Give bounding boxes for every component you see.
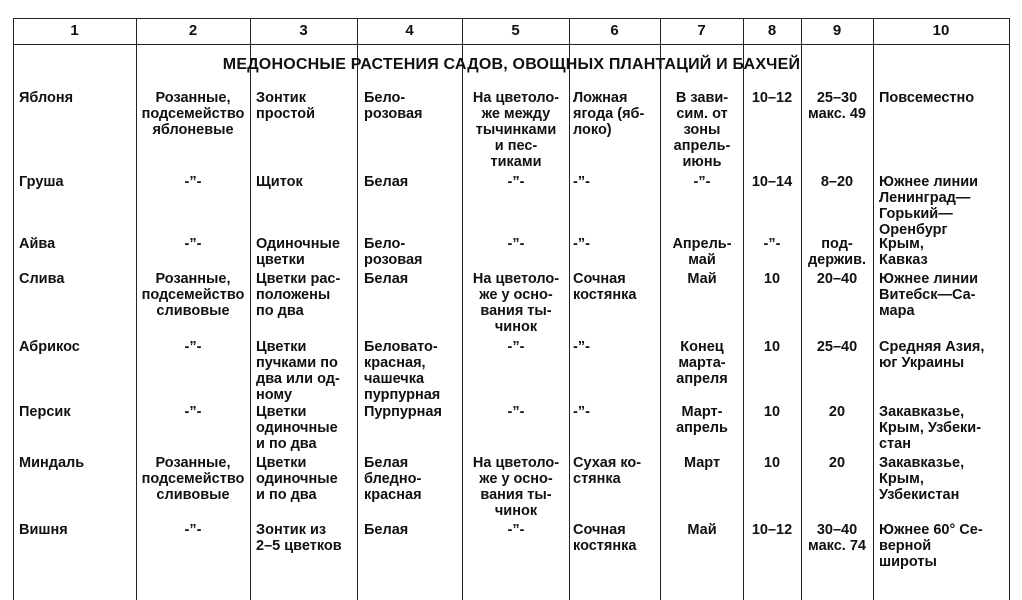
bloom-days-cell: 10 [763,339,781,355]
nectary-location-cell: -”- [507,236,525,252]
distribution-cell: Закавказье, Крым, Узбеки- стан [879,404,982,452]
distribution-cell: Средняя Азия, юг Украины [879,339,985,371]
bloom-period-cell: Май [687,271,717,287]
distribution-cell: Крым, Кавказ [879,236,928,268]
bloom-days-cell: -”- [763,236,781,252]
inflorescence-cell: Цветки одиночные и по два [256,455,338,503]
column-divider [743,18,744,600]
column-divider [13,18,14,600]
inflorescence-cell: Цветки пучками по два или од- ному [256,339,340,403]
bloom-period-cell: Март [683,455,721,471]
column-number: 6 [610,22,619,39]
bloom-period-cell: Апрель- май [672,236,732,268]
bloom-period-cell: Конец марта- апреля [676,339,728,387]
fruit-type-cell: -”- [573,236,590,252]
header-bottom-rule [13,44,1010,45]
flower-color-cell: Белая бледно- красная [364,455,422,503]
plant-name-cell: Персик [19,404,71,420]
nectary-location-cell: -”- [507,522,525,538]
honey-yield-cell: 25–30 макс. 49 [808,90,866,122]
column-number: 8 [767,22,777,39]
honey-yield-cell: 20 [828,455,846,471]
fruit-type-cell: -”- [573,404,590,420]
honey-yield-cell: 20 [828,404,846,420]
column-number: 3 [299,22,308,39]
column-number: 9 [832,22,842,39]
family-cell: -”- [184,404,202,420]
plant-name-cell: Слива [19,271,65,287]
inflorescence-cell: Цветки рас- положены по два [256,271,341,319]
inflorescence-cell: Щиток [256,174,303,190]
nectary-location-cell: На цветоло- же у осно- вания ты- чинок [472,455,560,519]
column-divider [136,18,137,600]
flower-color-cell: Беловато- красная, чашечка пурпурная [364,339,441,403]
family-cell: Розанные, подсемейство сливовые [141,455,245,503]
bloom-days-cell: 10–12 [751,90,793,106]
column-divider [1009,18,1010,600]
nectary-location-cell: -”- [507,174,525,190]
honey-yield-cell: под- держив. [807,236,867,268]
flower-color-cell: Белая [364,271,409,287]
plant-name-cell: Груша [19,174,64,190]
distribution-cell: Южнее 60° Се- верной широты [879,522,983,570]
flower-color-cell: Белая [364,174,409,190]
flower-color-cell: Бело- розовая [364,90,423,122]
column-divider [660,18,661,600]
column-number: 2 [188,22,198,39]
inflorescence-cell: Одиночные цветки [256,236,340,268]
honey-yield-cell: 8–20 [820,174,854,190]
column-number: 7 [697,22,706,39]
fruit-type-cell: Сочная костянка [573,271,637,303]
column-divider [357,18,358,600]
family-cell: -”- [184,522,202,538]
flower-color-cell: Бело- розовая [364,236,423,268]
flower-color-cell: Белая [364,522,409,538]
bloom-days-cell: 10–12 [751,522,793,538]
column-number: 5 [511,22,520,39]
plant-name-cell: Абрикос [19,339,80,355]
column-number: 4 [405,22,414,39]
nectary-location-cell: На цветоло- же у осно- вания ты- чинок [472,271,560,335]
distribution-cell: Южнее линии Ленинград— Горький— Оренбург [879,174,979,238]
fruit-type-cell: Сочная костянка [573,522,637,554]
distribution-cell: Южнее линии Витебск—Са- мара [879,271,979,319]
honey-yield-cell: 25–40 [816,339,858,355]
fruit-type-cell: Ложная ягода (яб- локо) [573,90,645,138]
inflorescence-cell: Цветки одиночные и по два [256,404,338,452]
nectary-location-cell: На цветоло- же между тычинками и пес- тиками [472,90,560,170]
nectary-location-cell: -”- [507,404,525,420]
column-divider [462,18,463,600]
family-cell: Розанные, подсемейство яблоневые [141,90,245,138]
flower-color-cell: Пурпурная [364,404,442,420]
nectary-location-cell: -”- [507,339,525,355]
column-divider [569,18,570,600]
honey-yield-cell: 20–40 [816,271,858,287]
honey-plants-table [13,12,1010,600]
inflorescence-cell: Зонтик простой [256,90,316,122]
bloom-days-cell: 10 [763,455,781,471]
distribution-cell: Закавказье, Крым, Узбекистан [879,455,965,503]
inflorescence-cell: Зонтик из 2–5 цветков [256,522,342,554]
column-number: 10 [932,22,950,39]
bloom-days-cell: 10–14 [751,174,793,190]
plant-name-cell: Яблоня [19,90,74,106]
family-cell: -”- [184,339,202,355]
plant-name-cell: Вишня [19,522,68,538]
fruit-type-cell: Сухая ко- стянка [573,455,642,487]
bloom-period-cell: В зави- сим. от зоны апрель- июнь [673,90,731,170]
bloom-days-cell: 10 [763,271,781,287]
column-divider [250,18,251,600]
honey-yield-cell: 30–40 макс. 74 [808,522,866,554]
distribution-cell: Повсеместно [879,90,975,106]
column-divider [873,18,874,600]
column-number: 1 [70,22,79,39]
plant-name-cell: Миндаль [19,455,85,471]
bloom-period-cell: -”- [693,174,711,190]
bloom-period-cell: Март- апрель [676,404,728,436]
table-top-rule [13,18,1010,19]
column-divider [801,18,802,600]
plant-name-cell: Айва [19,236,56,252]
fruit-type-cell: -”- [573,174,590,190]
bloom-period-cell: Май [687,522,717,538]
family-cell: Розанные, подсемейство сливовые [141,271,245,319]
bloom-days-cell: 10 [763,404,781,420]
section-title: МЕДОНОСНЫЕ РАСТЕНИЯ САДОВ, ОВОЩНЫХ ПЛАНТАЦИЙ И БАХЧЕЙ [222,56,801,73]
family-cell: -”- [184,174,202,190]
family-cell: -”- [184,236,202,252]
fruit-type-cell: -”- [573,339,590,355]
